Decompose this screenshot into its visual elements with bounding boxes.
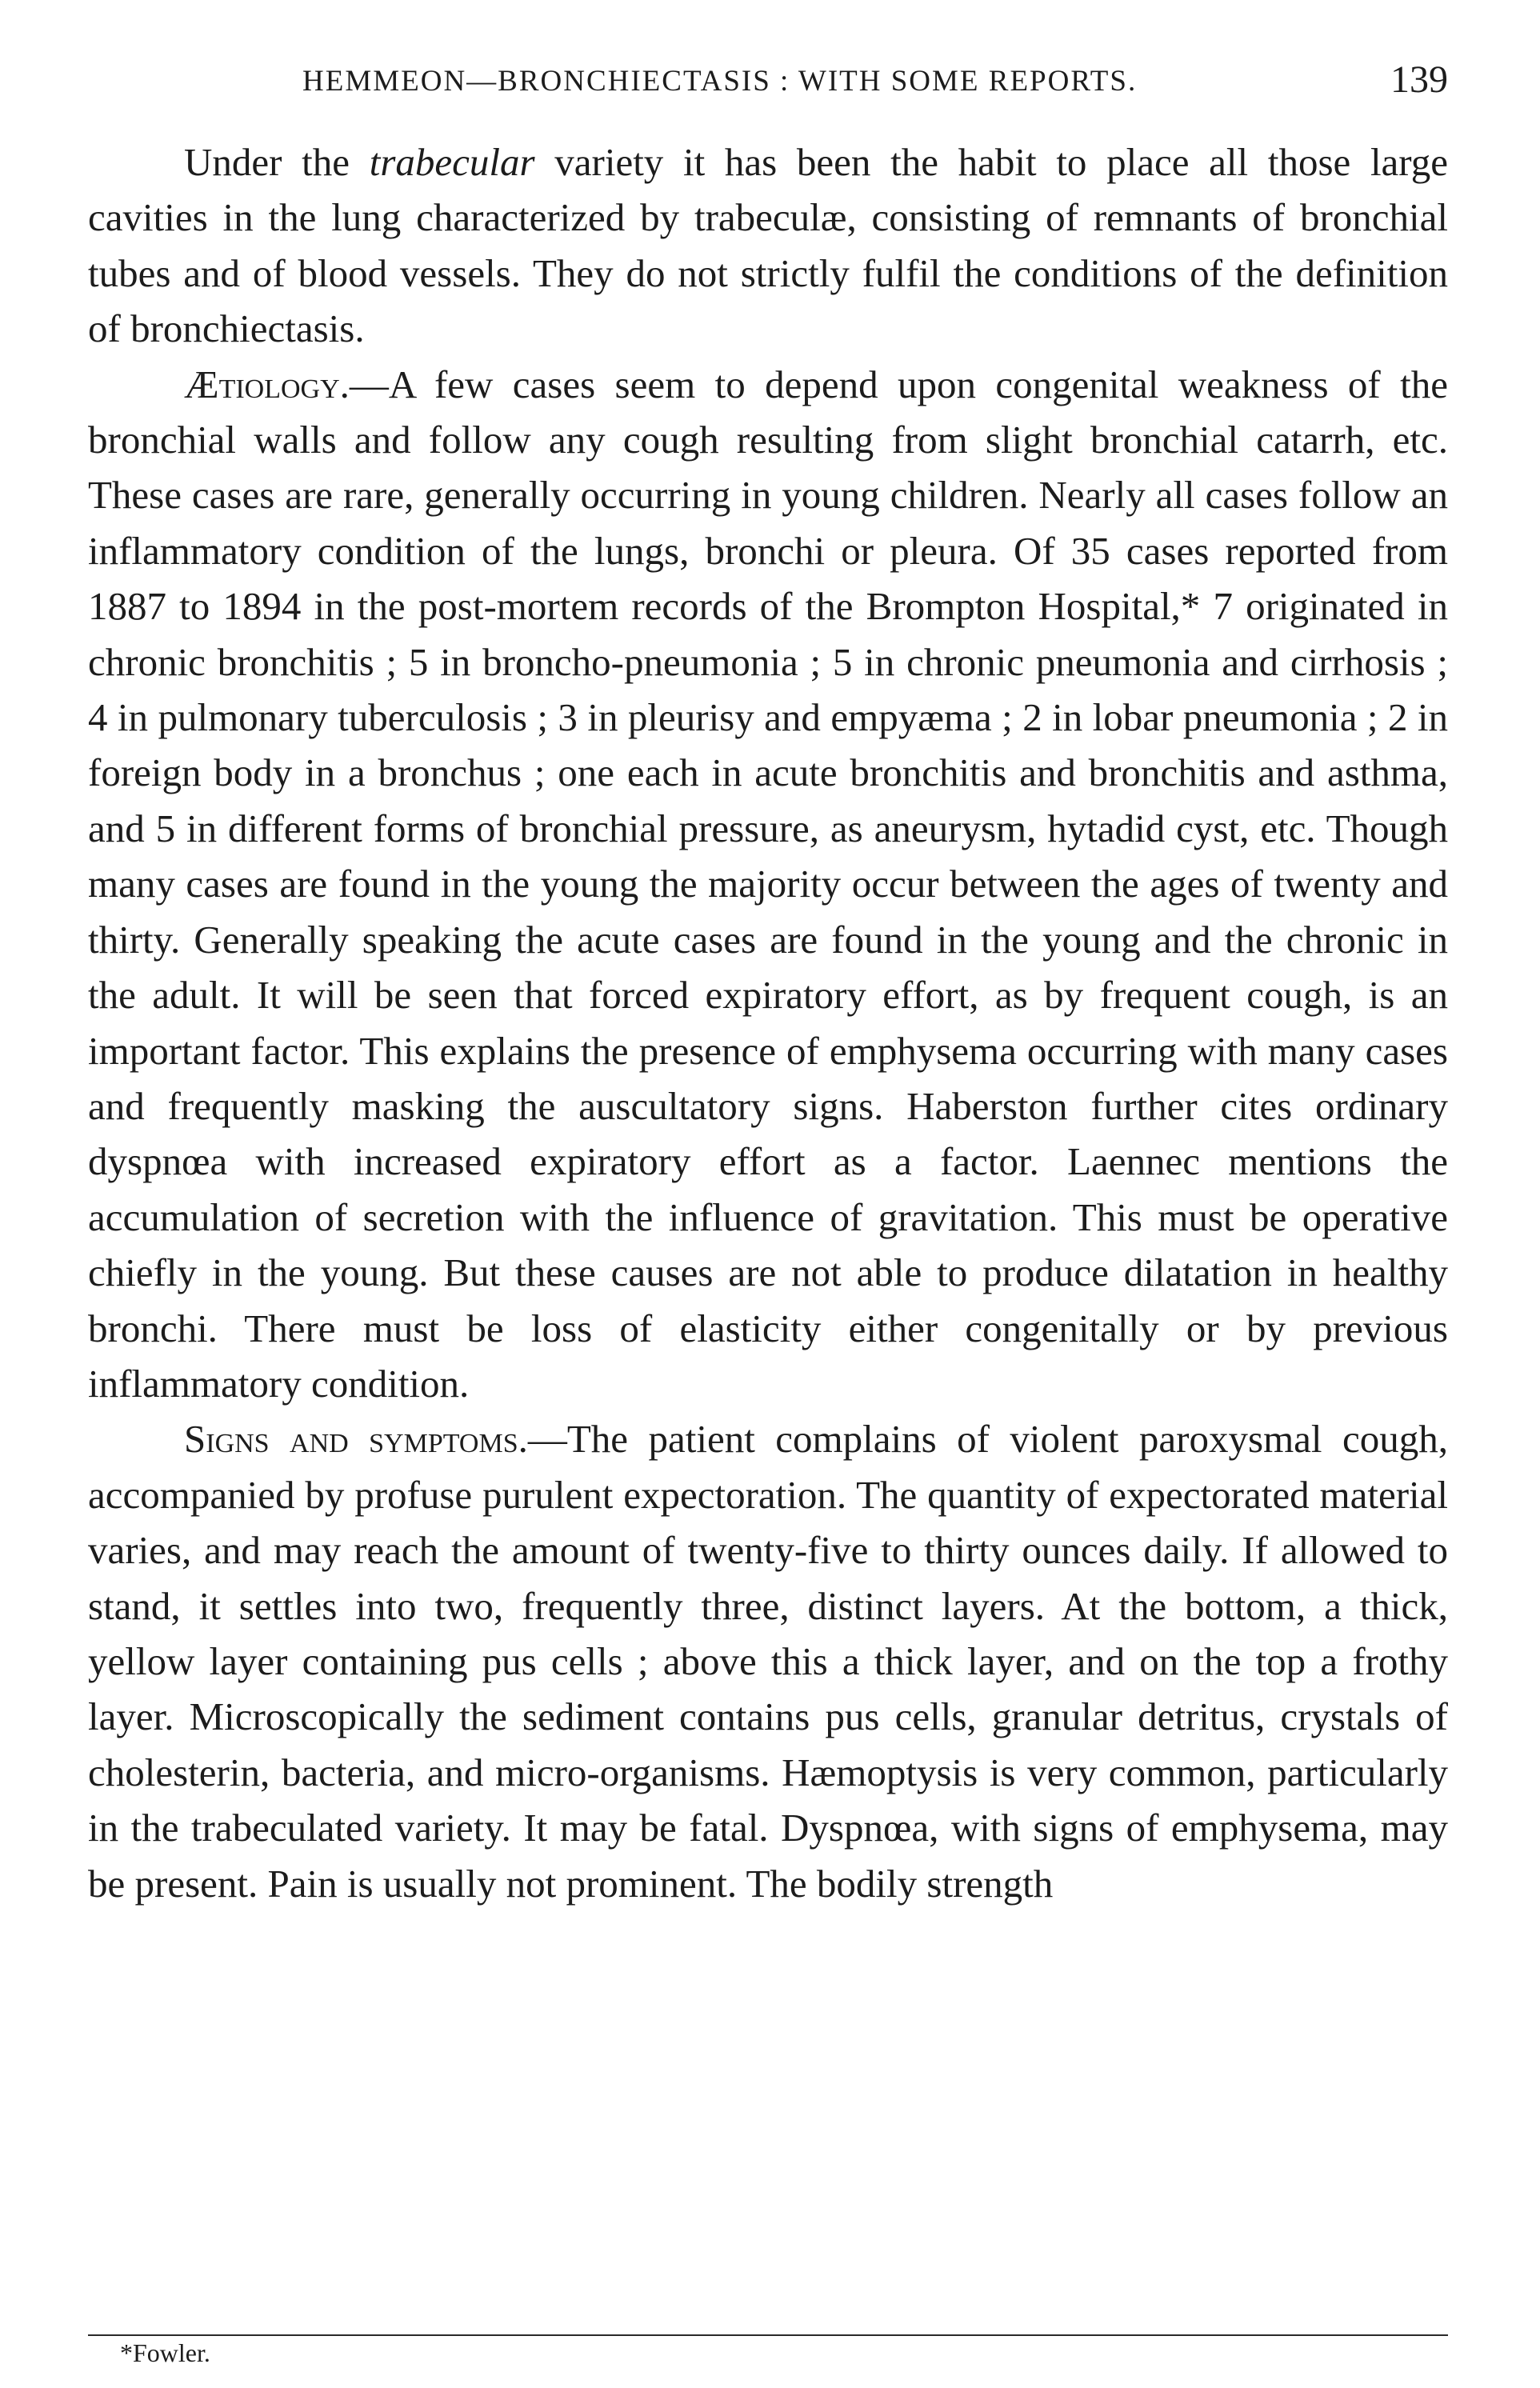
section-heading-aetiology: Ætiology (184, 362, 340, 406)
paragraph-aetiology (88, 357, 1448, 1412)
paragraph-trabecular-variety (88, 134, 1448, 357)
running-head (88, 58, 1448, 114)
footnote: *Fowler. (120, 2338, 210, 2367)
footnote-divider (88, 2334, 1448, 2336)
italic-term: trabecular (369, 140, 535, 184)
running-title: HEMMEON—BRONCHIECTASIS : WITH SOME REPORTS. (302, 65, 1138, 98)
article-body (88, 134, 1448, 1911)
section-heading-signs-and-symptoms: Signs and symptoms (184, 1417, 518, 1462)
paragraph-text: Under the (184, 140, 370, 184)
page-number: 139 (1390, 58, 1448, 101)
paragraph-text: .—The patient complains of violent paroxysmal cough, accompanied by profuse purulent expectoration. The quantity of expectorated material varies, and may reach the amount of twenty-five to thirty ounces daily. If allowed to stand, it settles into two, frequently three, distinct layers. At the bottom, a thick, yellow layer containing pus cells ; above this a thick layer, and on the top a frothy layer. Microscopically the sediment contains pus cells, granular detritus, crystals of cholesterin, bacteria, and micro-organisms. Hæmoptysis is very common, particularly in the trabeculated variety. It may be fatal. Dyspnœa, with signs of emphysema, may be present. Pain is usually not prominent. The bodily strength (88, 1417, 1448, 1906)
paragraph-text: variety it has been the habit to place all those large cavities in the lung characterized by trabeculæ, consisting of remnants of bronchial tubes and of blood vessels. They do not strictly fulfil the conditions of the definition of bronchiectasis. (88, 140, 1448, 351)
paragraph-text: .—A few cases seem to depend upon congenital weakness of the bronchial walls and follow any cough resulting from slight bronchial catarrh, etc. These cases are rare, generally occurring in young children. Nearly all cases follow an inflammatory condition of the lungs, bronchi or pleura. Of 35 cases reported from 1887 to 1894 in the post-mortem records of the Brompton Hospital,* 7 originated in chronic bronchitis ; 5 in broncho-pneumonia ; 5 in chronic pneumonia and cirrhosis ; 4 in pulmonary tuberculosis ; 3 in pleurisy and empyæma ; 2 in lobar pneumonia ; 2 in foreign body in a bronchus ; one each in acute bronchitis and bronchitis and asthma, and 5 in different forms of bronchial pressure, as aneurysm, hytadid cyst, etc. Though many cases are found in the young the majority occur between the ages of twenty and thirty. Generally speaking the acute cases are found in the young and the chronic in the adult. It will be seen that forced expiratory effort, as by frequent cough, is an important factor. This explains the presence of emphysema occurring with many cases and frequently masking the auscultatory signs. Haberston further cites ordinary dyspnœa with increased expiratory effort as a factor. Laennec mentions the accumulation of secretion with the influence of gravitation. This must be operative chiefly in the young. But these causes are not able to produce dilatation in healthy bronchi. There must be loss of elasticity either congenitally or by previous inflammatory condition. (88, 362, 1448, 1406)
paragraph-signs-and-symptoms (88, 1411, 1448, 1911)
